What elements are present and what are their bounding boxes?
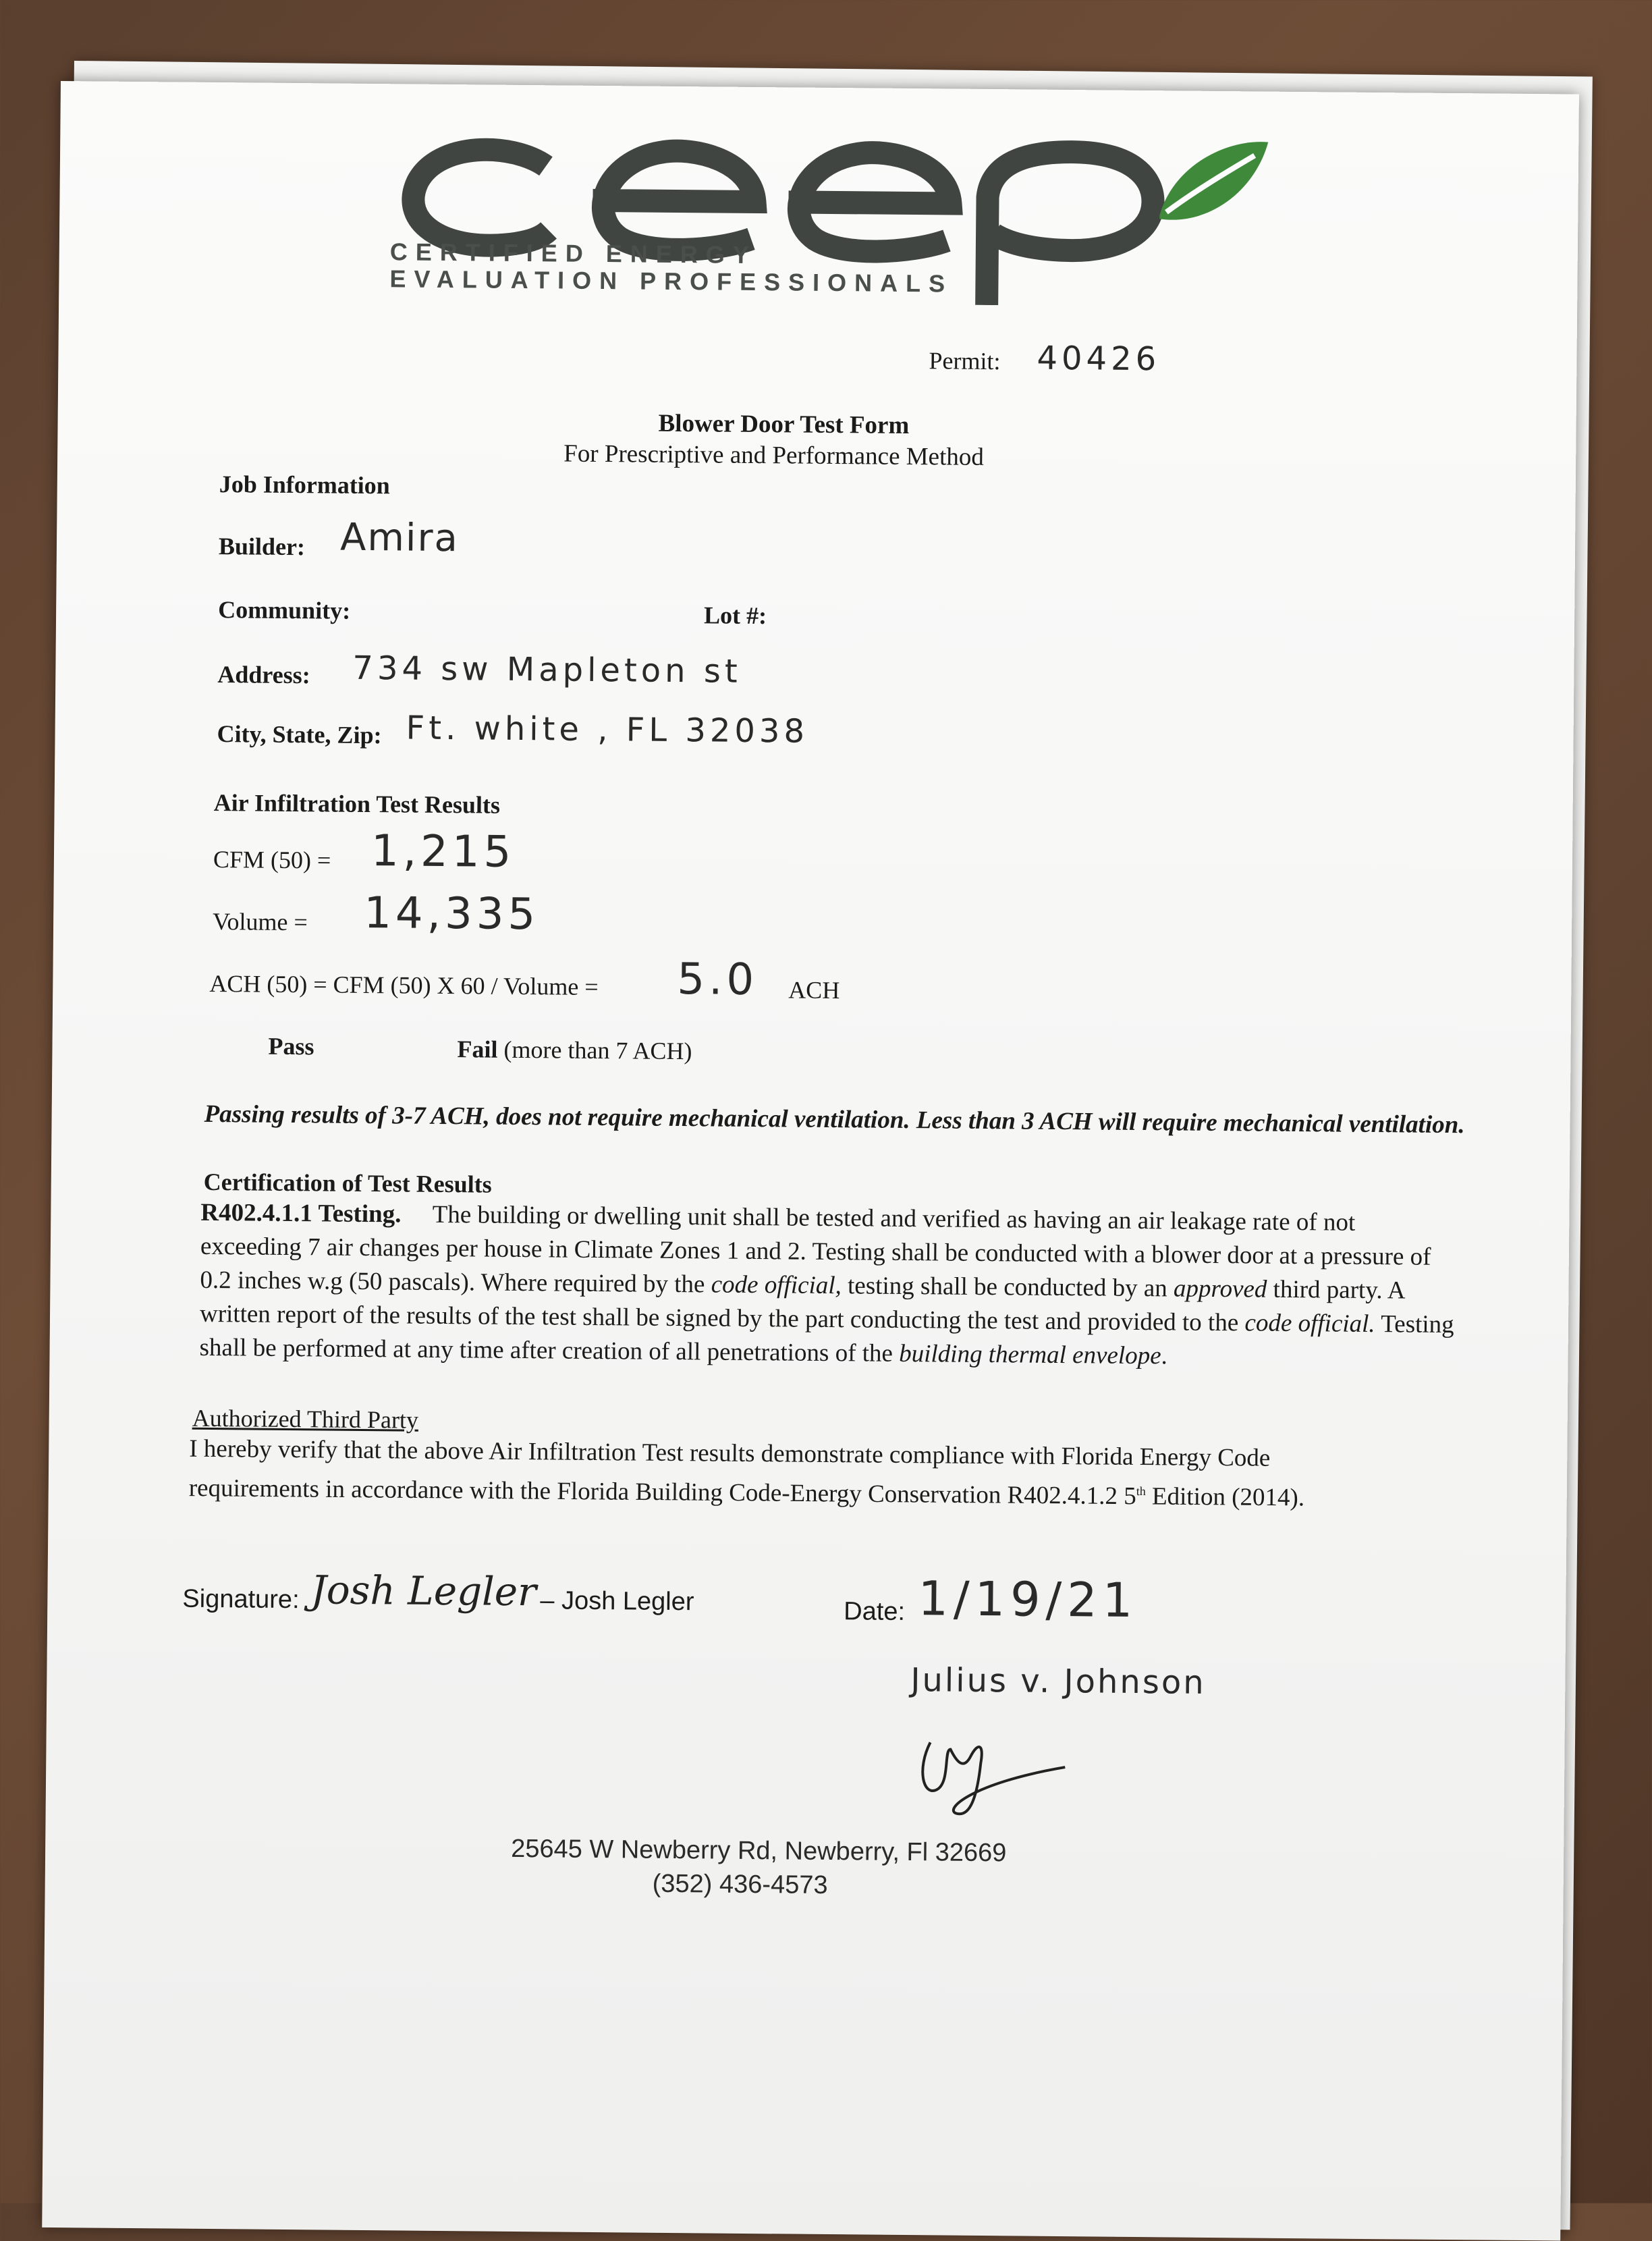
address-label: Address: [217,661,310,689]
permit-value: 40426 [1037,339,1161,379]
ach-unit: ACH [788,976,840,1004]
lot-label: Lot #: [703,601,767,630]
compliance-text: I hereby verify that the above Air Infiltration Test results demonstrate compliance with Florida Energy Code requirements in accordance with the Florida Building Code-Energy Conservation R402.4.1.2 5 [188,1434,1271,1511]
form-subtitle: For Prescriptive and Performance Method [563,439,985,471]
fail-option [457,1035,692,1065]
volume-label: Volume = [212,908,308,936]
address-value: 734 sw Mapleton st [352,649,742,691]
witness-signature-scribble [910,1722,1072,1825]
volume-value: 14,335 [363,888,540,940]
signature-printed-name: – Josh Legler [540,1586,694,1617]
builder-value: Amira [339,515,460,561]
fail-label: Fail [457,1035,498,1063]
cfm-label: CFM (50) = [213,846,331,874]
edition-superscript: th [1136,1484,1146,1498]
certification-text [199,1196,1456,1376]
certification-text-part: . [1161,1342,1168,1370]
certification-emphasis: code official. [1244,1309,1375,1339]
certification-text-part: third party. A written report of the results of the test shall be signed by the part conducting the test and provided to the [199,1275,1404,1337]
certification-emphasis: approved [1173,1274,1267,1303]
form-title: Blower Door Test Form [658,409,910,439]
permit-label: Permit: [929,347,1001,375]
compliance-statement [189,1432,1404,1516]
compliance-text-end: Edition (2014). [1145,1482,1305,1512]
cfm-value: 1,215 [370,826,516,878]
builder-label: Builder: [218,533,306,561]
footer-address: 25645 W Newberry Rd, Newberry, Fl 32669 [510,1834,1007,1868]
fail-note: (more than 7 ACH) [503,1035,692,1065]
ach-formula-label: ACH (50) = CFM (50) X 60 / Volume = [209,969,599,1001]
blower-door-form-sheet [42,81,1579,2241]
third-party-heading: Authorized Third Party [192,1404,419,1434]
code-reference: R402.4.1.1 Testing. [200,1198,402,1228]
certification-text-part: Testing shall be performed at any time after creation of all penetrations of the [199,1310,1454,1368]
certification-emphasis: building thermal envelope [899,1339,1161,1370]
certification-heading: Certification of Test Results [203,1168,492,1198]
city-label: City, State, Zip: [217,720,382,749]
ventilation-notice: Passing results of 3-7 ACH, does not require mechanical ventilation. Less than 3 ACH will require mechanical ventilation. [204,1100,1465,1139]
community-label: Community: [218,596,351,624]
witness-name: Julius v. Johnson [910,1661,1206,1702]
certification-text-part: testing shall be conducted by an [841,1272,1174,1303]
pass-label: Pass [268,1032,314,1060]
signature-label: Signature: [182,1584,300,1615]
footer-phone: (352) 436-4573 [652,1869,828,1900]
city-value: Ft. white , FL 32038 [406,709,809,751]
logo-line-1: CERTIFIED ENERGY [389,238,758,269]
results-heading: Air Infiltration Test Results [213,789,501,819]
date-label: Date: [844,1597,906,1627]
certification-text-part: The building or dwelling unit shall be tested and verified as having an air leakage rate of not exceeding 7 air changes per house in Climate Zones 1 and 2. Testing shall be conducted with a blower door at a pressure of 0.2 inches w.g (50 pascals). Where required by the [200,1200,1431,1299]
job-info-heading: Job Information [219,470,390,500]
ach-value: 5.0 [677,954,759,1006]
date-value: 1/19/21 [918,1571,1138,1629]
certification-emphasis: code official, [711,1270,842,1300]
signature-handwritten: Josh Legler [310,1567,537,1615]
logo-line-2: EVALUATION PROFESSIONALS [389,265,954,298]
